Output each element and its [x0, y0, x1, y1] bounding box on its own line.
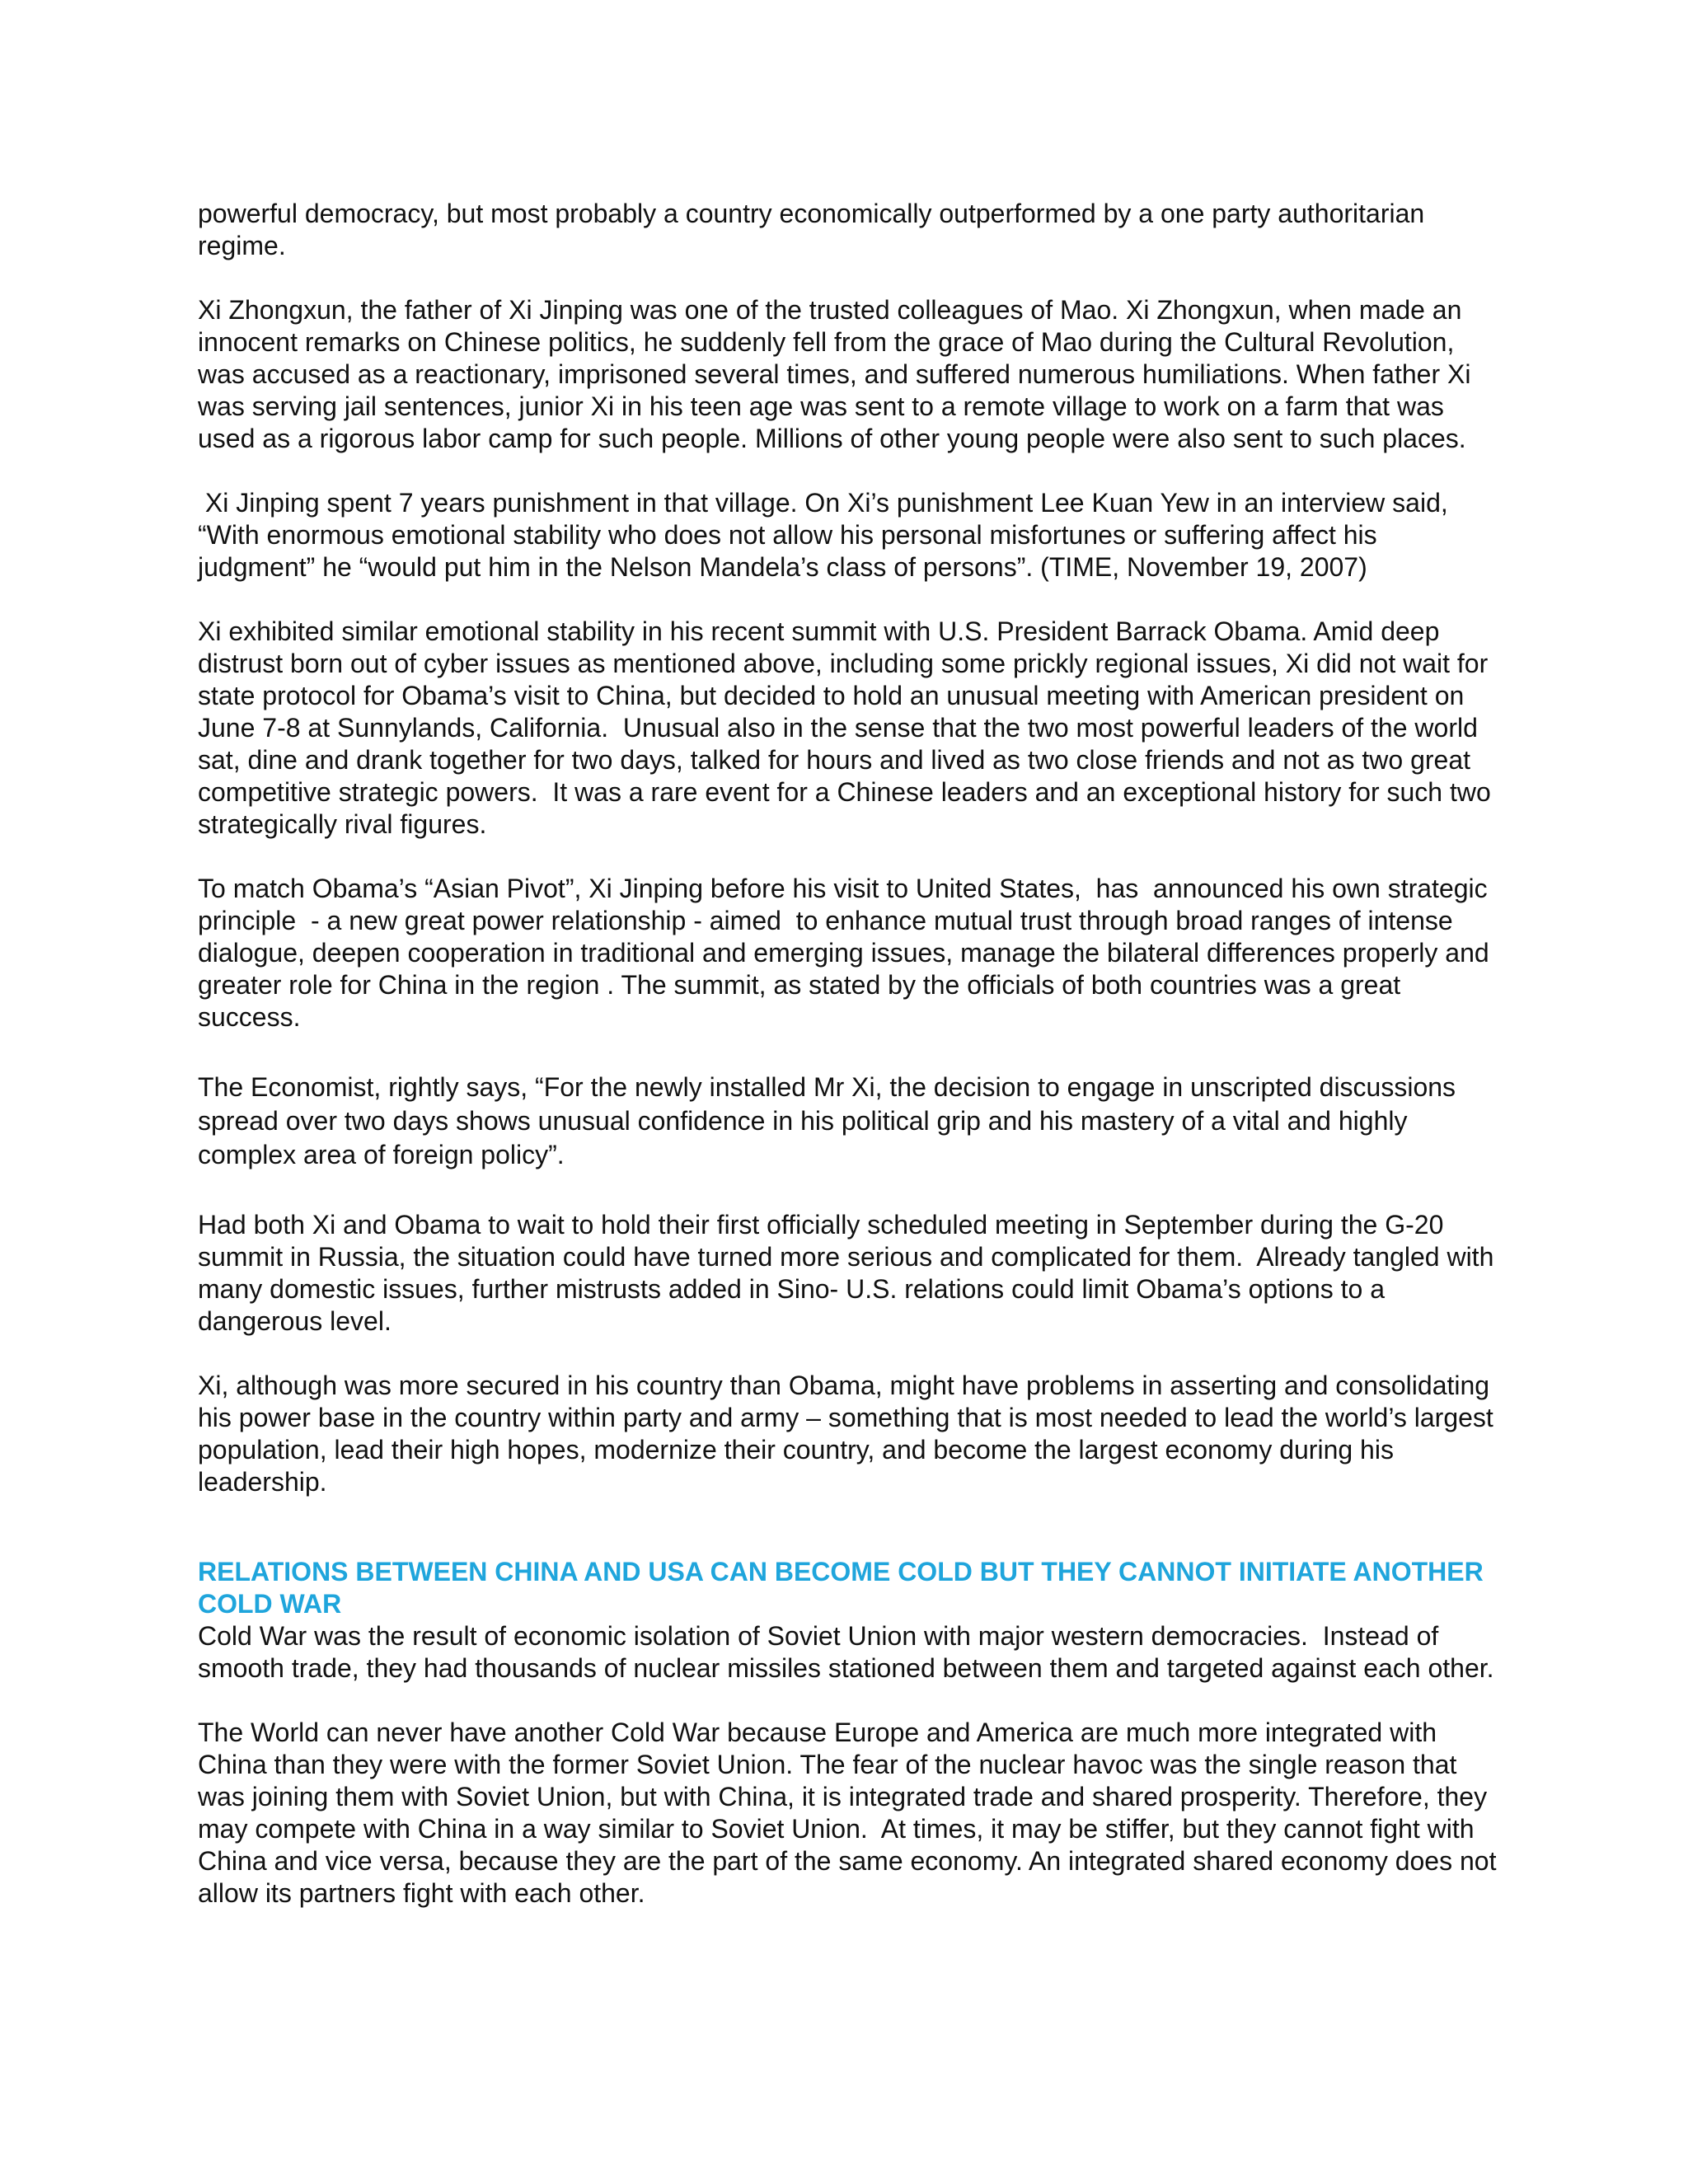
paragraph-integrated-economy: The World can never have another Cold War because Europe and America are much more integrated with China than they were with the former Soviet Union. The fear of the nuclear havoc was the single reason that was joining them with Soviet Union, but with China, it is integrated trade and shared prosperity. Therefore, they may compete with China in a way similar to Soviet Union. At times, it may be stiffer, but they cannot fight with China and vice versa, because they are the part of the same economy. An integrated shared economy does not allow its partners fight with each other.	[198, 1718, 1504, 1908]
paragraph-punishment: Xi Jinping spent 7 years punishment in that village. On Xi’s punishment Lee Kuan Yew in an interview said, “With enormous emotional stability who does not allow his personal misfortunes or suffering affect his judgment” he “would put him in the Nelson Mandela’s class of persons”. (TIME, November 19, 2007)	[198, 488, 1456, 582]
paragraph-gap	[198, 841, 1500, 873]
paragraph-asian-pivot: To match Obama’s “Asian Pivot”, Xi Jinping before his visit to United States, has announced his own strategic principle - a new great power relationship - aimed to enhance mutual trust through broad ranges of intense dialogue, deepen cooperation in traditional and emerging issues, manage the bilateral differences properly and greater role for China in the region . The summit, as stated by the officials of both countries was a great success.	[198, 874, 1497, 1032]
paragraph-gap	[198, 1498, 1500, 1535]
paragraph-economist-quote: The Economist, rightly says, “For the newly installed Mr Xi, the decision to engage in unscripted discussions spread over two days shows unusual confidence in his political grip and his mastery of a vital and highly complex area of foreign policy”.	[198, 1072, 1463, 1169]
paragraph-power-base: Xi, although was more secured in his country than Obama, might have problems in asserting and consolidating his power base in the country within party and army – something that is most needed to lead the world’s largest population, lead their high hopes, modernize their country, and become the largest economy during his leadership.	[198, 1371, 1501, 1497]
paragraph-gap	[198, 583, 1500, 616]
paragraph-gap	[198, 455, 1500, 487]
document-page	[198, 198, 1504, 1910]
paragraph-democracy: powerful democracy, but most probably a country economically outperformed by a one party authoritarian regime.	[198, 199, 1432, 260]
paragraph-xi-zhongxun: Xi Zhongxun, the father of Xi Jinping was one of the trusted colleagues of Mao. Xi Zhongxun, when made an innocent remarks on Chinese politics, he suddenly fell from the grace of Mao during the Cultural Revolution, was accused as a reactionary, imprisoned several times, and suffered numerous humiliations. When father Xi was serving jail sentences, junior Xi in his teen age was sent to a remote village to work on a farm that was used as a rigorous labor camp for such people. Millions of other young people were also sent to such places.	[198, 295, 1479, 453]
paragraph-g20: Had both Xi and Obama to wait to hold their first officially scheduled meeting in September during the G-20 summit in Russia, the situation could have turned more serious and complicated for them. Already tangled with many domestic issues, further mistrusts added in Sino- U.S. relations could limit Obama’s options to a dangerous level.	[198, 1210, 1502, 1336]
paragraph-cold-war: Cold War was the result of economic isolation of Soviet Union with major western democracies. Instead of smooth trade, they had thousands of nuclear missiles stationed between them and targeted against each other.	[198, 1621, 1494, 1683]
paragraph-gap	[198, 1535, 1500, 1556]
paragraph-gap	[198, 1033, 1500, 1071]
paragraph-gap	[198, 1172, 1500, 1209]
paragraph-gap	[198, 1338, 1500, 1370]
paragraph-gap	[198, 1685, 1500, 1717]
paragraph-gap	[198, 262, 1500, 294]
paragraph-summit: Xi exhibited similar emotional stability in his recent summit with U.S. President Barrack Obama. Amid deep distrust born out of cyber issues as mentioned above, including some prickly regional issues, Xi did not wait for state protocol for Obama’s visit to China, but decided to hold an unusual meeting with American president on June 7-8 at Sunnylands, California. Unusual also in the sense that the two most powerful leaders of the world sat, dine and drank together for two days, talked for hours and lived as two close friends and not as two great competitive strategic powers. It was a rare event for a Chinese leaders and an exceptional history for such two strategically rival figures.	[198, 616, 1498, 839]
section-heading: RELATIONS BETWEEN CHINA AND USA CAN BECOME COLD BUT THEY CANNOT INITIATE ANOTHER COLD WAR	[198, 1557, 1484, 1619]
